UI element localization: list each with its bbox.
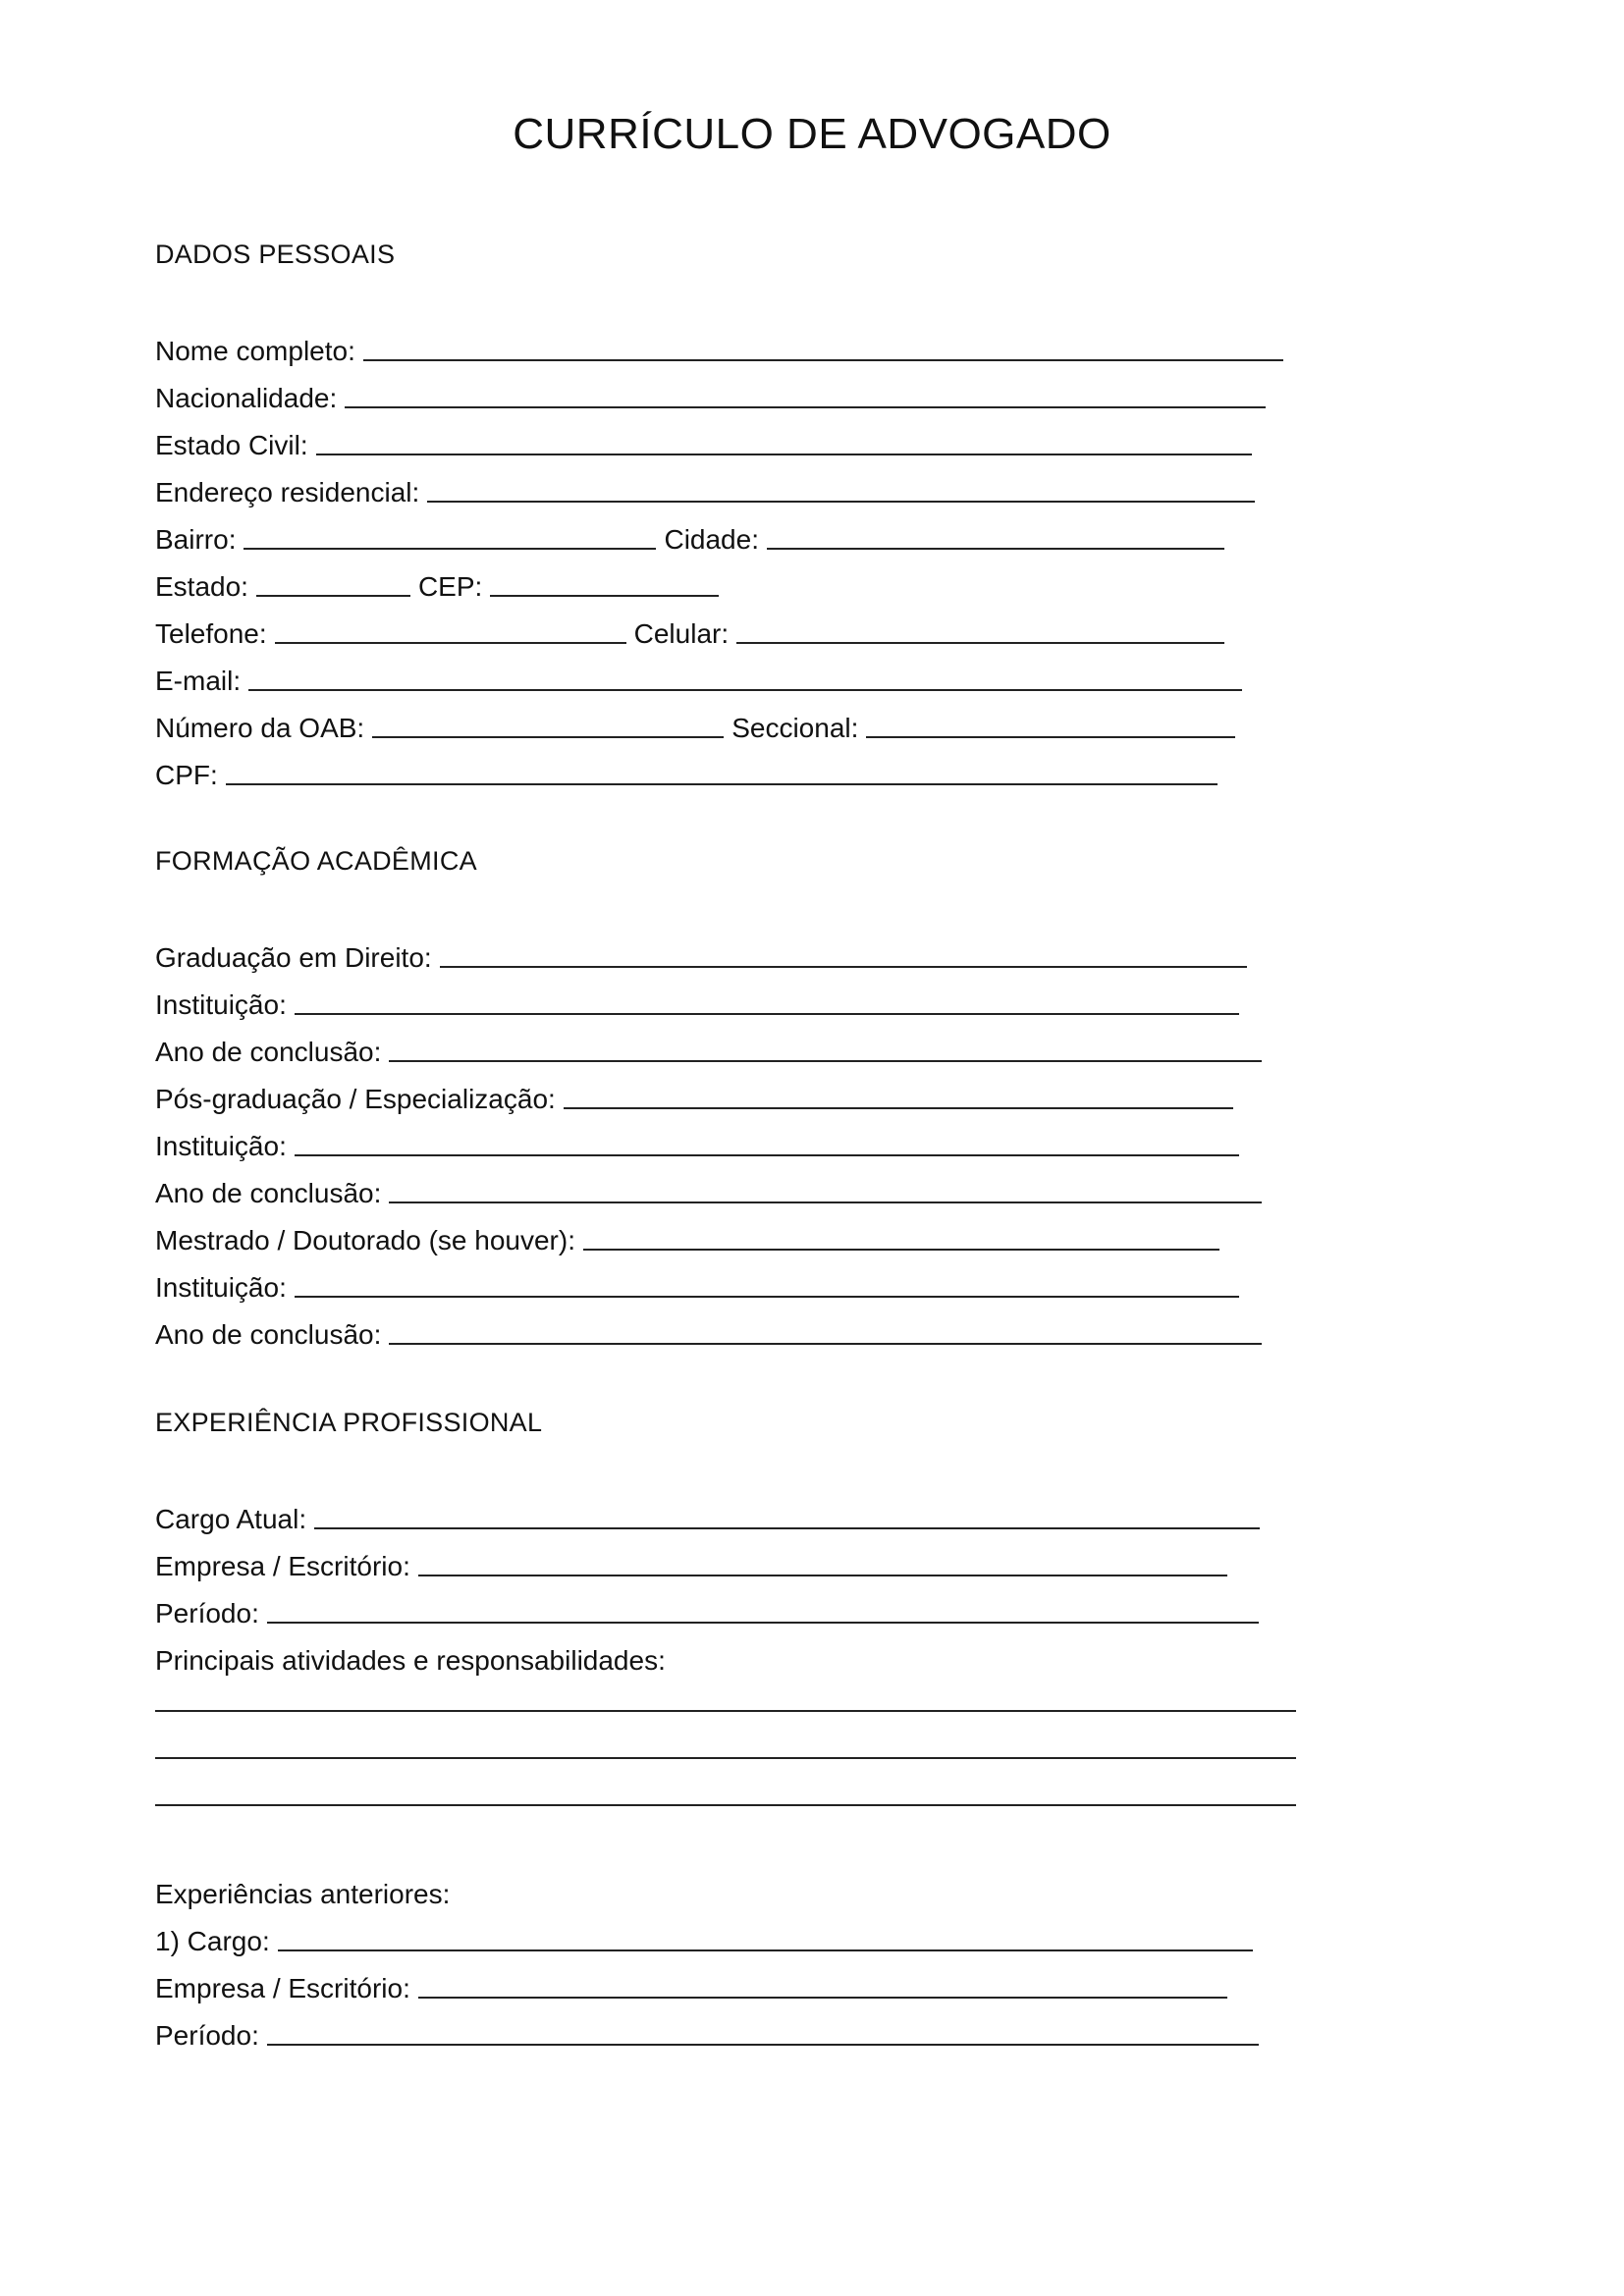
fill-line-telefone[interactable] [275,642,626,644]
field-principais-atividades [155,1637,674,1677]
fill-line[interactable] [267,1622,1259,1624]
field-instituicao-mestrado [155,1264,1239,1304]
field-ano-conclusao-mestrado [155,1311,1262,1351]
fill-line[interactable] [295,1154,1239,1156]
fill-line-bairro[interactable] [244,548,656,550]
field-instituicao-graduacao [155,982,1239,1021]
field-label: Período: [155,2020,259,2051]
fill-line[interactable] [226,783,1218,785]
field-estado-cep [155,563,719,603]
field-label-celular: Celular: [633,618,730,649]
field-telefone-celular [155,611,1224,650]
field-label-telefone: Telefone: [155,618,267,649]
field-periodo [155,1590,1259,1629]
fill-line[interactable] [564,1107,1233,1109]
field-label: Experiências anteriores: [155,1879,451,1909]
field-label: Pós-graduação / Especialização: [155,1084,556,1114]
field-empresa-escritorio [155,1543,1227,1582]
fill-line[interactable] [389,1201,1262,1203]
fill-line[interactable] [316,454,1252,455]
fill-line[interactable] [389,1060,1262,1062]
field-bairro-cidade [155,516,1224,556]
page-title: CURRÍCULO DE ADVOGADO [513,110,1111,158]
field-estado-civil [155,422,1252,461]
field-pos-graduacao [155,1076,1233,1115]
field-label-cidade: Cidade: [664,524,759,555]
field-experiencias-anteriores [155,1871,458,1910]
field-label: Nacionalidade: [155,383,338,413]
fill-line-estado[interactable] [256,595,410,597]
field-ano-conclusao-graduacao [155,1029,1262,1068]
field-label: Principais atividades e responsabilidades: [155,1645,666,1676]
field-nome-completo [155,328,1283,367]
field-cargo-atual [155,1496,1260,1535]
field-label: Ano de conclusão: [155,1319,382,1350]
fill-line-seccional[interactable] [866,736,1235,738]
field-graduacao [155,934,1247,974]
fill-line[interactable] [583,1249,1219,1251]
field-email [155,658,1242,697]
fill-line[interactable] [345,406,1266,408]
field-label: Mestrado / Doutorado (se houver): [155,1225,575,1255]
fill-line[interactable] [278,1949,1253,1951]
field-label: Nome completo: [155,336,355,366]
field-empresa-anterior-1 [155,1965,1227,2004]
field-label: CPF: [155,760,218,790]
field-label: Endereço residencial: [155,477,420,507]
field-label: Instituição: [155,1131,287,1161]
field-periodo-anterior-1 [155,2012,1259,2052]
fill-line-atividades-2[interactable] [155,1757,1296,1759]
fill-line-cidade[interactable] [767,548,1224,550]
field-label: Instituição: [155,1272,287,1303]
fill-line-cep[interactable] [490,595,719,597]
field-instituicao-pos [155,1123,1239,1162]
fill-line[interactable] [389,1343,1262,1345]
field-label: 1) Cargo: [155,1926,270,1956]
fill-line[interactable] [427,501,1255,503]
field-label: Empresa / Escritório: [155,1551,410,1581]
field-label: Período: [155,1598,259,1629]
field-label: Ano de conclusão: [155,1037,382,1067]
fill-line[interactable] [295,1013,1239,1015]
field-label: Graduação em Direito: [155,942,432,973]
field-label: Instituição: [155,989,287,1020]
field-label-cep: CEP: [417,571,483,602]
field-ano-conclusao-pos [155,1170,1262,1209]
field-endereco-residencial [155,469,1255,508]
section-heading-experiencia-profissional: EXPERIÊNCIA PROFISSIONAL [155,1408,543,1437]
fill-line-atividades-1[interactable] [155,1710,1296,1712]
field-cargo-anterior-1 [155,1918,1253,1957]
field-label-estado: Estado: [155,571,248,602]
fill-line[interactable] [418,1575,1227,1576]
field-label: Ano de conclusão: [155,1178,382,1208]
fill-line[interactable] [295,1296,1239,1298]
fill-line-atividades-3[interactable] [155,1804,1296,1806]
fill-line-oab[interactable] [372,736,724,738]
fill-line[interactable] [314,1527,1260,1529]
fill-line[interactable] [248,689,1242,691]
fill-line[interactable] [363,359,1283,361]
field-oab-seccional [155,705,1235,744]
fill-line[interactable] [440,966,1247,968]
section-heading-formacao-academica: FORMAÇÃO ACADÊMICA [155,846,477,876]
field-label: Cargo Atual: [155,1504,307,1534]
fill-line[interactable] [418,1997,1227,1999]
field-mestrado-doutorado [155,1217,1219,1256]
field-label-seccional: Seccional: [731,713,859,743]
fill-line[interactable] [267,2044,1259,2046]
field-label: Estado Civil: [155,430,308,460]
field-label: Empresa / Escritório: [155,1973,410,2003]
field-cpf [155,752,1218,791]
fill-line-celular[interactable] [736,642,1224,644]
field-label: E-mail: [155,666,242,696]
field-label-oab: Número da OAB: [155,713,365,743]
field-nacionalidade [155,375,1266,414]
field-label-bairro: Bairro: [155,524,237,555]
section-heading-dados-pessoais: DADOS PESSOAIS [155,240,396,269]
